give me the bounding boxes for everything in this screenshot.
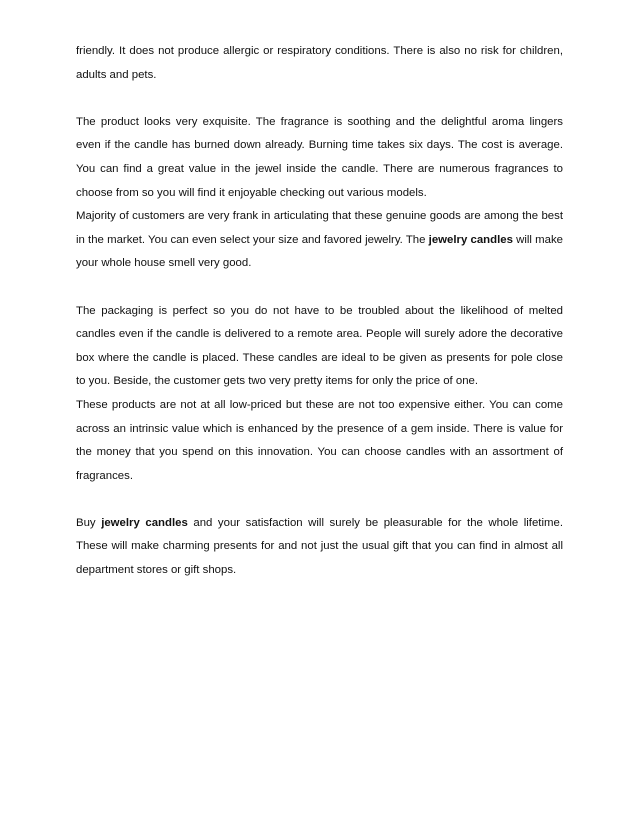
keyword-jewelry-candles: jewelry candles xyxy=(101,516,188,529)
paragraph-product-appearance xyxy=(76,111,563,205)
keyword-jewelry-candles: jewelry candles xyxy=(428,233,513,246)
paragraph-price-value xyxy=(76,394,563,488)
document-body xyxy=(76,40,563,583)
paragraph-text: The product looks very exquisite. The fragrance is soothing and the delightful aroma lingers even if the candle has burned down already. Burning time takes six days. The cost is average. You can find a great value in the jewel inside the candle. There are numerous fragrances to choose from so you will find it enjoyable checking out various models. xyxy=(76,115,563,199)
paragraph-buy-recommendation xyxy=(76,512,563,583)
paragraph-allergy-safety xyxy=(76,40,563,87)
paragraph-text: The packaging is perfect so you do not have to be troubled about the likelihood of melted candles even if the candle is delivered to a remote area. People will surely adore the decorative box where the candle is placed. These candles are ideal to be given as presents for pole close to you. Beside, the customer gets two very pretty items for only the price of one. xyxy=(76,304,563,388)
paragraph-customer-opinion xyxy=(76,205,563,276)
paragraph-text: and your satisfaction will surely be pleasurable for the whole lifetime. These will make charming presents for and not just the usual gift that you can find in almost all department stores or gift shops. xyxy=(76,516,563,577)
paragraph-text: Majority of customers are very frank in articulating that these genuine goods are among the best in the market. You can even select your size and favored jewelry. The xyxy=(76,210,563,246)
paragraph-packaging xyxy=(76,300,563,394)
paragraph-text: Buy xyxy=(76,516,102,529)
paragraph-text: These products are not at all low-priced but these are not too expensive either. You can come across an intrinsic value which is enhanced by the presence of a gem inside. There is value for the money that you spend on this innovation. You can choose candles with an assortment of fragrances. xyxy=(76,398,563,482)
paragraph-text: friendly. It does not produce allergic or respiratory conditions. There is also no risk for children, adults and pets. xyxy=(76,45,563,81)
paragraph-text: will make your whole house smell very good. xyxy=(76,233,563,270)
